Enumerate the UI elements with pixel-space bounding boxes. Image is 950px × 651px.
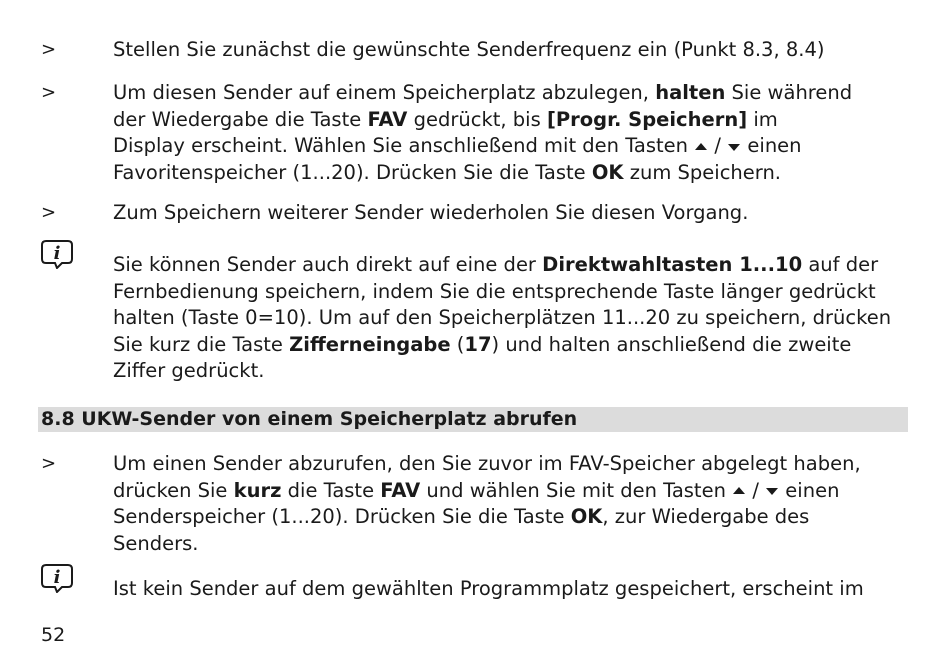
section-title: 8.8 UKW-Sender von einem Speicherplatz abrufen	[41, 408, 578, 430]
text-run: gedrückt, bis	[407, 107, 547, 131]
info-line	[113, 332, 913, 359]
step-line	[113, 160, 913, 187]
svg-text:i: i	[53, 243, 61, 264]
bold-run: [Progr. Speichern]	[546, 107, 748, 131]
bold-run: 17	[464, 332, 492, 356]
bold-run: Direktwahltasten 1...10	[542, 253, 803, 276]
text-run: Senderspeicher (1...20). Drücken Sie die Taste	[113, 505, 571, 528]
text-run: ) und halten anschließend die zweite	[491, 332, 852, 356]
bullet-marker: >	[41, 453, 57, 474]
text-run: Display erscheint. Wählen Sie anschließend mit den Tasten	[113, 134, 695, 157]
step-line	[113, 133, 913, 160]
text-run: die Taste	[281, 478, 381, 502]
step-line: Stellen Sie zunächst die gewünschte Senderfrequenz ein (Punkt 8.3, 8.4)	[113, 38, 825, 61]
text-run: Sie können Sender auch direkt auf eine der	[113, 253, 543, 276]
text-run: der Wiedergabe die Taste	[113, 107, 368, 131]
text-run: (	[450, 332, 465, 356]
bold-run: kurz	[233, 478, 282, 502]
info-line	[113, 252, 913, 279]
step-line	[113, 80, 913, 107]
text-run: einen	[741, 134, 802, 157]
info-line: Fernbedienung speichern, indem Sie die entsprechende Taste länger gedrückt	[113, 279, 876, 303]
page-number: 52	[41, 624, 66, 646]
text-run: drücken Sie	[113, 478, 234, 502]
step-line	[113, 504, 913, 531]
text-run: Sie während	[725, 81, 853, 104]
step-line: Zum Speichern weiterer Sender wiederholen Sie diesen Vorgang.	[113, 201, 749, 224]
text-run: Sie kurz die Taste	[113, 332, 290, 356]
text-run: , zur Wiedergabe des	[602, 505, 810, 528]
step-text	[113, 80, 913, 186]
step-text	[113, 37, 913, 64]
bold-run: OK	[570, 505, 603, 528]
text-run: /	[708, 134, 728, 157]
text-run: zum Speichern.	[623, 160, 781, 184]
bullet-marker: >	[41, 39, 57, 60]
bold-run: OK	[591, 160, 624, 184]
info-icon	[40, 239, 74, 269]
arrow-down-icon	[727, 142, 741, 152]
step-text	[113, 200, 913, 227]
info-line: Ziffer gedrückt.	[113, 359, 265, 382]
step-text	[113, 451, 913, 557]
arrow-up-icon	[732, 486, 746, 496]
svg-text:i: i	[53, 567, 61, 588]
text-run: auf der	[802, 253, 879, 276]
step-line: Um einen Sender abzurufen, den Sie zuvor im FAV-Speicher abgelegt haben,	[113, 452, 861, 475]
text-run: einen	[779, 478, 840, 502]
bold-run: FAV	[380, 478, 421, 502]
text-run: Favoritenspeicher (1...20). Drücken Sie die Taste	[113, 160, 592, 184]
info-text	[113, 576, 913, 603]
arrow-up-icon	[694, 142, 708, 152]
bold-run: Zifferneingabe	[289, 332, 451, 356]
text-run: /	[746, 478, 766, 502]
step-line	[113, 107, 913, 134]
info-icon	[40, 563, 74, 593]
info-line: halten (Taste 0=10). Um auf den Speicherplätzen 11...20 zu speichern, drücken	[113, 306, 892, 329]
step-line: Senders.	[113, 531, 199, 555]
text-run: und wählen Sie mit den Tasten	[420, 478, 733, 502]
arrow-down-icon	[765, 486, 779, 496]
step-line	[113, 478, 913, 505]
info-text	[113, 252, 913, 385]
text-run: im	[747, 107, 778, 131]
bold-run: FAV	[367, 107, 408, 131]
bullet-marker: >	[41, 82, 57, 103]
bold-run: halten	[655, 81, 726, 104]
text-run: Um diesen Sender auf einem Speicherplatz abzulegen,	[113, 81, 656, 104]
info-line: Ist kein Sender auf dem gewählten Programmplatz gespeichert, erscheint im	[113, 577, 864, 600]
section-heading	[38, 407, 908, 432]
bullet-marker: >	[41, 202, 57, 223]
